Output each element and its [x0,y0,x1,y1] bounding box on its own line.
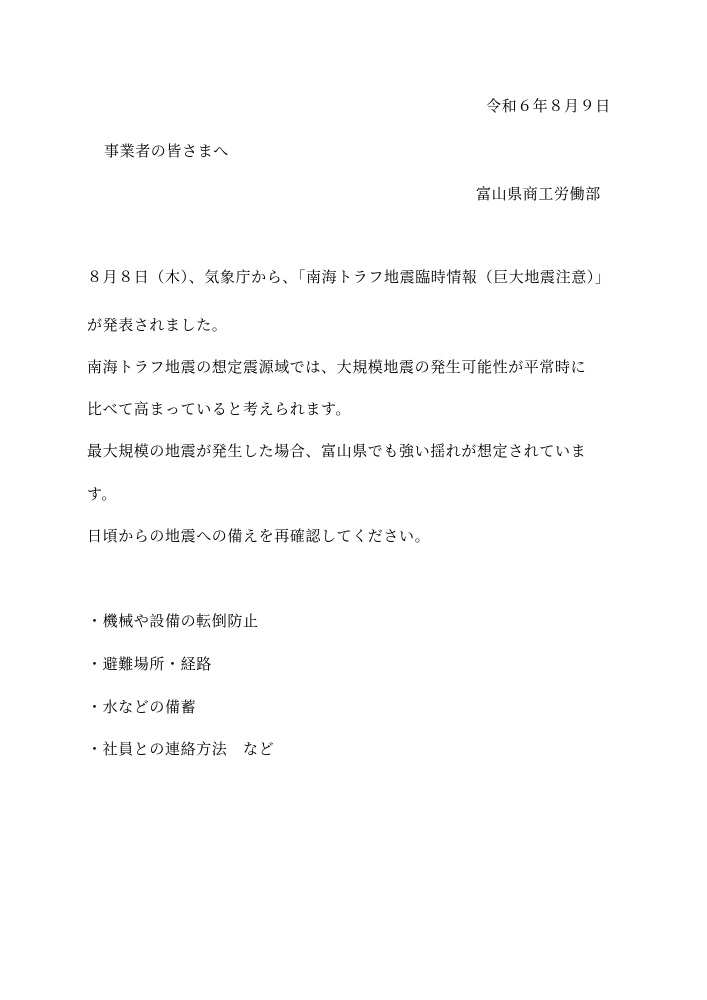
body-line: す。 [87,485,118,503]
body-line: が発表されました。 [87,316,228,334]
checklist-item: ・避難場所・経路 [87,655,212,673]
checklist-item: ・水などの備蓄 [87,698,197,716]
document-date: 令和６年８月９日 [486,97,611,115]
checklist-item: ・機械や設備の転倒防止 [87,612,259,630]
addressee: 事業者の皆さまへ [104,142,229,160]
body-line: ８月８日（木）、気象庁から、「南海トラフ地震臨時情報（巨大地震注意）」 [87,268,611,286]
checklist-item: ・社員との連絡方法 など [87,740,275,758]
body-line: 南海トラフ地震の想定震源域では、大規模地震の発生可能性が平常時に [87,358,587,376]
sender-department: 富山県商工労働部 [476,185,601,203]
body-line: 最大規模の地震が発生した場合、富山県でも強い揺れが想定されていま [87,442,587,460]
body-line: 比べて高まっていると考えられます。 [87,400,352,418]
body-line: 日頃からの地震への備えを再確認してください。 [87,527,431,545]
